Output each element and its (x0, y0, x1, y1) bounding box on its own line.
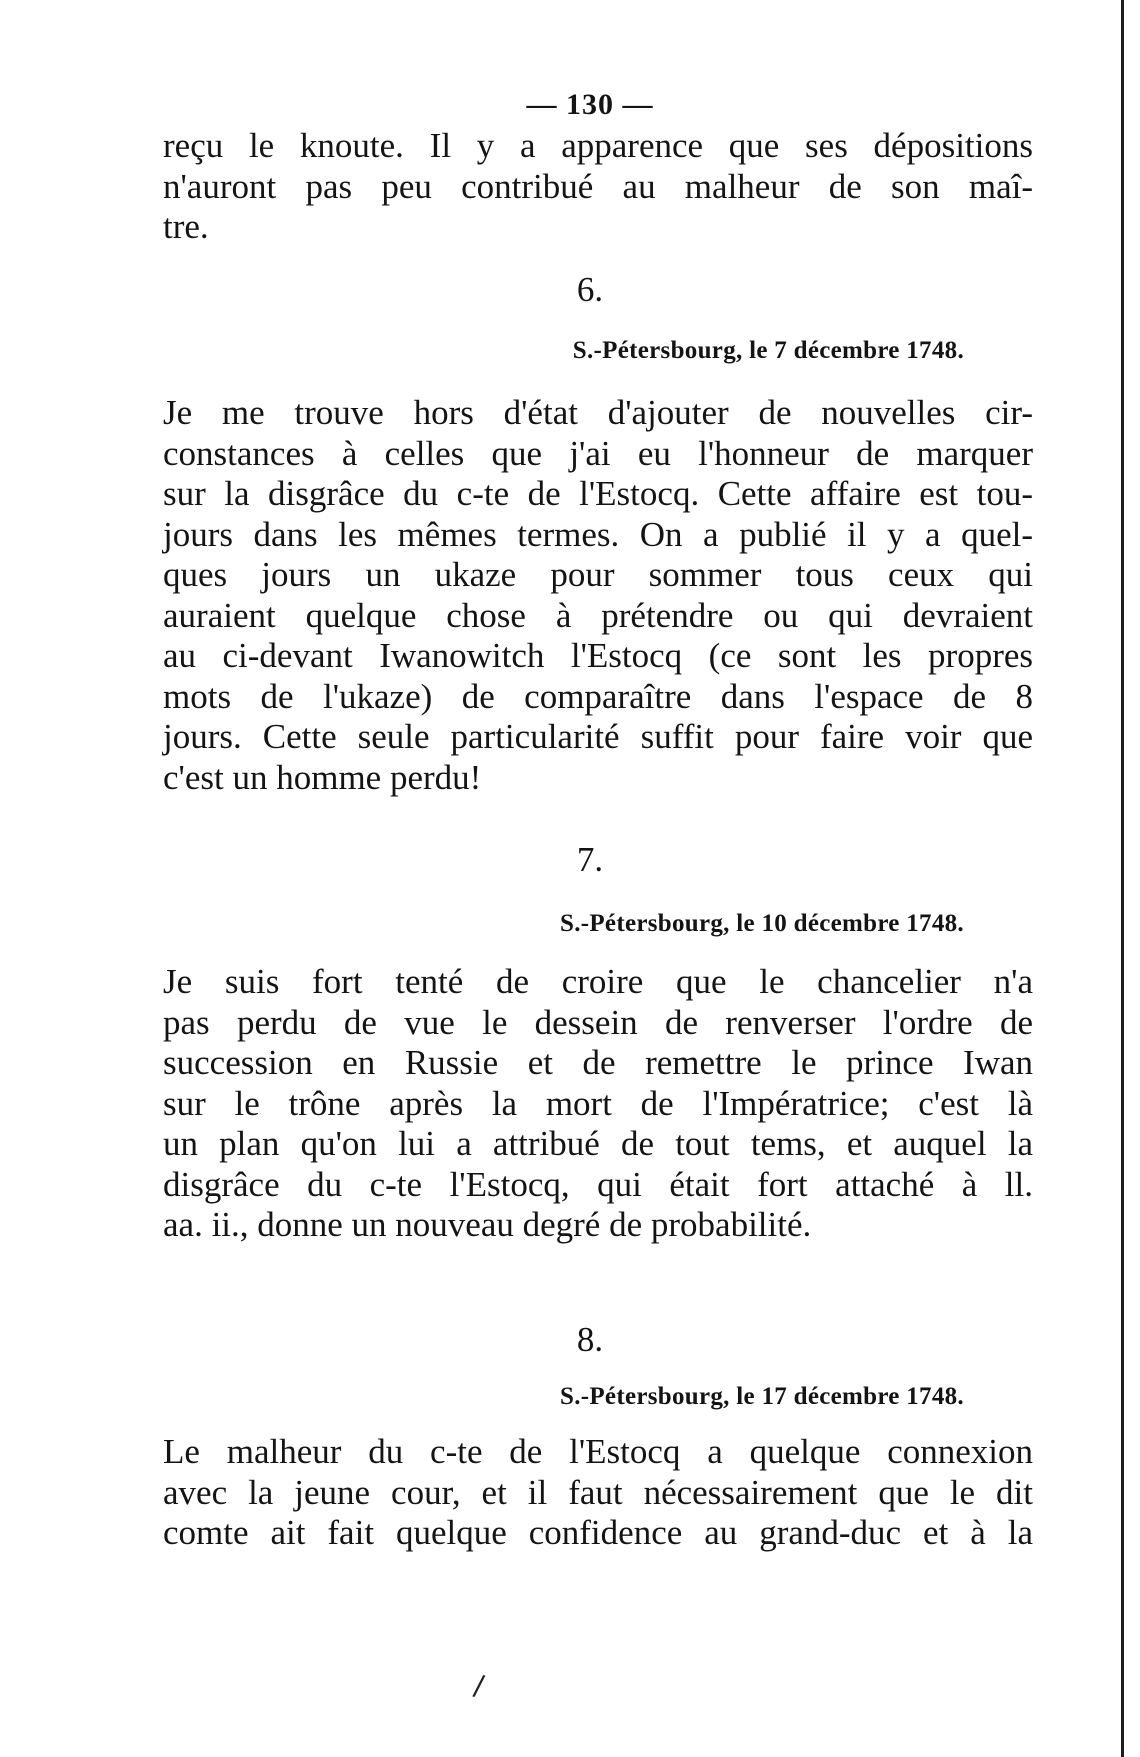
text-line: un plan qu'on lui a attribué de tout tems, et auquel la (163, 1124, 1033, 1163)
text-line: jours. Cette seule particularité suffit pour faire voir que (163, 717, 1033, 756)
letter-number-6: 6. (576, 270, 604, 309)
text-line: Je suis fort tenté de croire que le chancelier n'a (163, 962, 1033, 1001)
text-line: ques jours un ukaze pour sommer tous ceux qui (163, 555, 1033, 594)
text-line: avec la jeune cour, et il faut nécessairement que le dit (163, 1472, 1033, 1512)
text-line: constances à celles que j'ai eu l'honneur de marquer (163, 433, 1033, 473)
text-line: disgrâce du c-te l'Estocq, qui était fort attaché à ll. (163, 1164, 1033, 1204)
text-line: au ci-devant Iwanowitch l'Estocq (ce sont les propres (163, 636, 1033, 675)
text-line: comte ait fait quelque confidence au grand-duc et à la (163, 1513, 1033, 1552)
text-line: succession en Russie et de remettre le prince Iwan (163, 1043, 1033, 1082)
text-line: sur la disgrâce du c-te de l'Estocq. Cette affaire est tou- (163, 474, 1033, 513)
letter-body-8 (163, 1432, 1033, 1554)
letter-dateline-8: S.-Pétersbourg, le 17 décembre 1748. (559, 1383, 964, 1410)
continuation-paragraph (163, 126, 1033, 248)
text-line: jours dans les mêmes termes. On a publié il y a quel- (163, 514, 1033, 554)
letter-body-6 (163, 393, 1033, 798)
text-line: aa. ii., donne un nouveau degré de probabilité. (163, 1205, 812, 1244)
letter-number-8: 8. (576, 1320, 604, 1359)
text-line: mots de l'ukaze) de comparaître dans l'espace de 8 (163, 676, 1033, 716)
letter-dateline-7: S.-Pétersbourg, le 10 décembre 1748. (559, 910, 964, 937)
text-line: auraient quelque chose à prétendre ou qui devraient (163, 595, 1033, 635)
text-line: n'auront pas peu contribué au malheur de son maî- (163, 166, 1033, 206)
text-line: Je me trouve hors d'état d'ajouter de nouvelles cir- (163, 393, 1033, 432)
text-line: tre. (163, 207, 209, 246)
stray-ink-mark: / (471, 1667, 487, 1706)
text-line: pas perdu de vue le dessein de renverser l'ordre de (163, 1002, 1033, 1042)
letter-body-7 (163, 962, 1033, 1246)
text-line: reçu le knoute. Il y a apparence que ses dépositions (163, 126, 1033, 165)
letter-dateline-6: S.-Pétersbourg, le 7 décembre 1748. (572, 337, 964, 364)
text-line: c'est un homme perdu! (163, 757, 482, 797)
text-line: sur le trône après la mort de l'Impératrice; c'est là (163, 1083, 1033, 1123)
page-number: — 130 — (526, 88, 654, 121)
letter-number-7: 7. (576, 840, 604, 879)
text-line: Le malheur du c-te de l'Estocq a quelque connexion (163, 1432, 1033, 1471)
